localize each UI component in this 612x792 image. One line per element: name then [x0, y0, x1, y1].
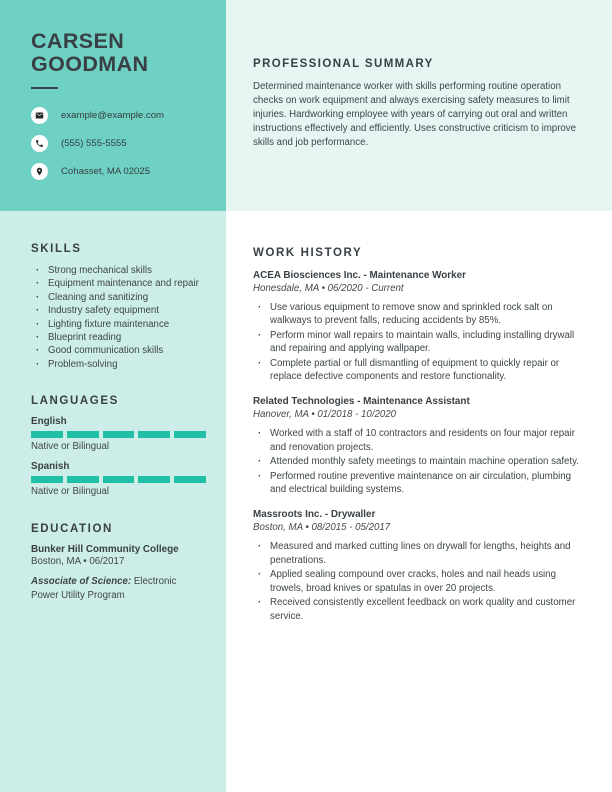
person-name — [31, 30, 208, 76]
phone-text: (555) 555-5555 — [61, 138, 127, 149]
languages-section — [31, 395, 206, 497]
contact-row-location — [31, 163, 208, 180]
education-section — [31, 523, 206, 602]
job-bullet: · Attended monthly safety meetings to maintain machine operation safety. — [253, 455, 582, 468]
skill-item: · Blueprint reading — [31, 331, 206, 344]
job-entry — [253, 270, 582, 383]
skills-section — [31, 243, 206, 371]
email-icon — [31, 107, 48, 124]
language-bar-segment — [31, 476, 63, 483]
education-meta: Boston, MA • 06/2017 — [31, 556, 125, 568]
job-bullet: · Use various equipment to remove snow and sprinkled rock salt on walkways to prevent falls, reducing accidents by 85%. — [253, 301, 582, 328]
skills-list — [31, 264, 206, 371]
header-block — [0, 0, 226, 211]
contact-list — [31, 107, 208, 180]
language-bar-segment — [103, 431, 135, 438]
skill-item: · Problem-solving — [31, 358, 206, 371]
summary-section — [226, 0, 612, 211]
language-bar-segment — [138, 476, 170, 483]
language-bar-segment — [67, 431, 99, 438]
job-bullet-list — [253, 540, 582, 622]
skill-item: · Good communication skills — [31, 344, 206, 357]
job-bullet: · Measured and marked cutting lines on drywall for lengths, heights and penetrations. — [253, 540, 582, 567]
summary-heading: PROFESSIONAL SUMMARY — [253, 58, 434, 70]
work-history-column — [226, 211, 612, 792]
skill-item: · Cleaning and sanitizing — [31, 291, 206, 304]
language-name: Spanish — [31, 461, 70, 473]
job-bullet: · Complete partial or full dismantling of equipment to quickly repair or replace defective components and restore functionality. — [253, 357, 582, 384]
language-bar-segment — [138, 431, 170, 438]
job-bullet: · Worked with a staff of 10 contractors and residents on four major repair and renovation projects. — [253, 427, 582, 454]
skills-heading: SKILLS — [31, 243, 82, 255]
language-bar-segment — [31, 431, 63, 438]
location-text: Cohasset, MA 02025 — [61, 166, 151, 177]
language-level: Native or Bilingual — [31, 486, 110, 498]
contact-row-phone — [31, 135, 208, 152]
work-history-heading: WORK HISTORY — [253, 247, 363, 259]
language-item-english — [31, 416, 206, 452]
person-last-name: GOODMAN — [31, 52, 149, 76]
language-proficiency-bar — [31, 431, 206, 438]
language-item-spanish — [31, 461, 206, 497]
job-bullet: · Applied sealing compound over cracks, holes and nail heads using trowels, broad knives or spatulas in over 20 projects. — [253, 568, 582, 595]
job-entry — [253, 396, 582, 496]
job-meta: Boston, MA • 08/2015 - 05/2017 — [253, 522, 391, 534]
contact-row-email — [31, 107, 208, 124]
person-first-name: CARSEN — [31, 29, 125, 53]
job-bullet: · Received consistently excellent feedback on work quality and customer service. — [253, 596, 582, 623]
education-degree — [31, 575, 191, 602]
language-proficiency-bar — [31, 476, 206, 483]
degree-label: Associate of Science: — [31, 576, 132, 588]
job-bullet-list — [253, 427, 582, 496]
language-bar-segment — [174, 476, 206, 483]
job-meta: Honesdale, MA • 06/2020 - Current — [253, 283, 404, 294]
language-bar-segment — [174, 431, 206, 438]
language-name: English — [31, 416, 67, 428]
skill-item: · Lighting fixture maintenance — [31, 318, 206, 331]
location-pin-icon — [31, 163, 48, 180]
skill-item: · Industry safety equipment — [31, 304, 206, 317]
skill-item: · Strong mechanical skills — [31, 264, 206, 277]
job-title: ACEA Biosciences Inc. - Maintenance Worker — [253, 270, 466, 281]
job-bullet: · Performed routine preventive maintenance on air circulation, plumbing and electrical building systems. — [253, 470, 582, 497]
job-bullet-list — [253, 301, 582, 383]
name-divider — [31, 87, 58, 89]
email-text: example@example.com — [61, 110, 165, 121]
job-title: Massroots Inc. - Drywaller — [253, 509, 376, 521]
job-bullet: · Perform minor wall repairs to maintain walls, including installing drywall and repairing and applying wallpaper. — [253, 329, 582, 356]
job-entry — [253, 509, 582, 622]
job-meta: Hanover, MA • 01/2018 - 10/2020 — [253, 409, 397, 421]
language-bar-segment — [67, 476, 99, 483]
education-heading: EDUCATION — [31, 523, 113, 536]
job-title: Related Technologies - Maintenance Assistant — [253, 396, 470, 408]
languages-heading: LANGUAGES — [31, 395, 119, 408]
summary-text: Determined maintenance worker with skills performing routine operation checks on work equipment and always exercising safety measures to limit injuries. Hardworking employee with years of carrying out oral and written instructions effectively and efficiently. Uses constructive criticism to improve skills and job performance. — [253, 81, 577, 148]
sidebar-column — [0, 211, 226, 792]
skill-item: · Equipment maintenance and repair — [31, 277, 206, 290]
degree-detail: Electronic Power Utility Program — [31, 576, 177, 601]
phone-icon — [31, 135, 48, 152]
language-level: Native or Bilingual — [31, 441, 110, 453]
language-bar-segment — [103, 476, 135, 483]
education-school: Bunker Hill Community College — [31, 544, 179, 556]
